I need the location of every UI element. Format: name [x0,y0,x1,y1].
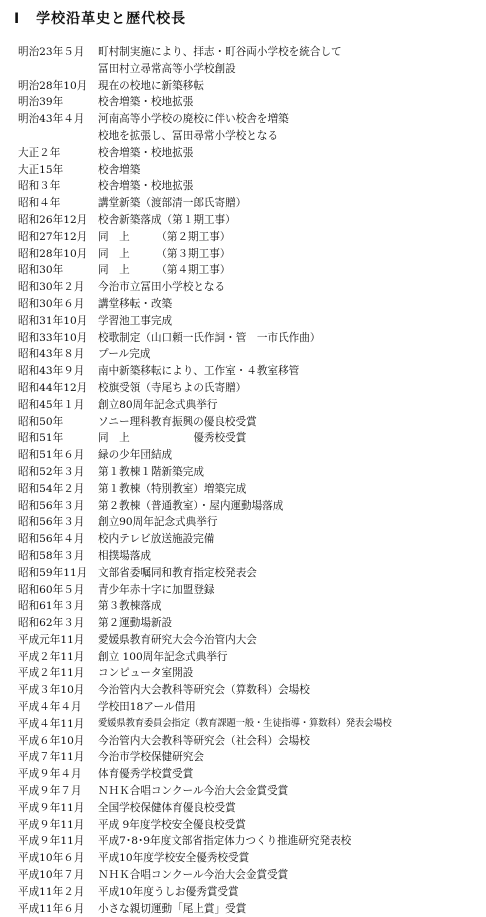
entry-event: 今治市立冨田小学校となる [98,281,226,294]
history-entry [18,262,480,279]
entry-event: 平成10年度学校安全優秀校受賞 [98,852,250,865]
entry-event: 創立 100周年記念式典挙行 [98,650,228,663]
entry-date: 大正２年 [18,146,61,159]
entry-date: 平成４年４月 [18,701,82,714]
entry-date: 平成９年４月 [18,768,82,781]
entry-date: 昭和62年３月 [18,617,85,630]
history-entry [18,531,480,548]
entry-date: 昭和50年 [18,415,64,428]
entry-event: 校地を拡張し、冨田尋常小学校となる [98,129,279,142]
entry-date: 昭和52年３月 [18,465,85,478]
history-entry [18,716,480,733]
history-entry [18,397,480,414]
history-entry [18,800,480,817]
entry-date: 昭和33年10月 [18,331,88,344]
history-entry [18,749,480,766]
entry-date: 昭和30年２月 [18,281,85,294]
entry-date: 昭和27年12月 [18,230,88,243]
entry-event: ＮＨＫ合唱コンクール今治大会金賞受賞 [98,785,289,798]
entry-date: 平成９年11月 [18,801,85,814]
history-entry [18,296,480,313]
entry-event: 創立90周年記念式典挙行 [98,516,218,529]
entry-date: 昭和56年４月 [18,533,85,546]
entry-date: 昭和58年３月 [18,549,85,562]
entry-event: 講堂新築（渡部清一郎氏寄贈） [98,197,247,210]
entry-event: 校舎増築 [98,163,141,176]
entry-date: 明治28年10月 [18,79,88,92]
entry-event: 平成 9年度学校安全優良校受賞 [98,818,246,831]
entry-date: 昭和３年 [18,180,61,193]
history-entry [18,162,480,179]
history-entry [18,649,480,666]
entry-event: 第３教棟落成 [98,600,162,613]
history-entry [18,44,480,61]
history-entry [18,615,480,632]
history-entry [18,498,480,515]
entry-date: 明治43年４月 [18,113,85,126]
history-entry [18,783,480,800]
history-entry [18,313,480,330]
entry-event: ＮＨＫ合唱コンクール今治大会金賞受賞 [98,869,289,882]
entry-date: 昭和54年２月 [18,482,85,495]
entry-date: 大正15年 [18,163,64,176]
entry-date [18,128,98,145]
entry-date: 平成６年10月 [18,734,85,747]
entry-event: 文部省委嘱同和教育指定校発表会 [98,566,257,579]
history-entry [18,111,480,128]
entry-event: 創立80周年記念式典挙行 [98,398,218,411]
entry-event: コンピュータ室開設 [98,667,194,680]
entry-date: 昭和59年11月 [18,566,88,579]
history-entry [18,699,480,716]
entry-date: 平成３年10月 [18,684,85,697]
history-entry [18,665,480,682]
history-entry [18,884,480,901]
entry-event: 校旗受領（寺尾ちよの氏寄贈） [98,381,247,394]
entry-date: 平成４年11月 [18,717,85,730]
history-entry [18,867,480,884]
history-entry [18,363,480,380]
entry-event: 町村制実施により、拝志・町谷両小学校を統合して [98,46,342,58]
history-entry [18,178,480,195]
entry-event: 同 上 優秀校受賞 [98,432,247,445]
entry-date: 平成元年11月 [18,633,85,646]
entry-date: 昭和30年 [18,264,64,277]
history-entry [18,582,480,599]
entry-date: 昭和51年 [18,432,64,445]
history-entry [18,246,480,263]
entry-event: 校内テレビ放送施設完備 [98,533,215,546]
entry-date: 昭和４年 [18,197,61,210]
entry-event: 同 上 （第２期工事） [98,230,231,243]
entry-date: 昭和43年８月 [18,348,85,361]
history-entry [18,78,480,95]
entry-date: 昭和56年３月 [18,499,85,512]
history-entry [18,195,480,212]
entry-event: 第１教棟（特別教室）増築完成 [98,482,247,495]
entry-date: 平成11年６月 [18,902,85,915]
history-entry [18,632,480,649]
entry-event: 体育優秀学校賞受賞 [98,768,194,781]
entry-event: 第２教棟（普通教室）・屋内運動場落成 [98,499,284,512]
entry-event: 今治管内大会教科等研究会（社会科）会場校 [98,734,310,747]
history-entry [18,414,480,431]
entry-date: 明治23年５月 [18,46,85,58]
history-entry [18,733,480,750]
entry-date: 昭和44年12月 [18,381,88,394]
entry-event: 青少年赤十字に加盟登録 [98,583,215,596]
entry-event: 同 上 （第３期工事） [98,247,231,260]
history-list [18,44,480,917]
entry-date: 平成７年11月 [18,751,85,764]
history-entry [18,447,480,464]
history-entry [18,766,480,783]
section-heading [14,8,186,28]
history-entry [18,565,480,582]
entry-event: 第２運動場新設 [98,617,173,630]
history-entry [18,817,480,834]
entry-date: 昭和26年12月 [18,213,88,226]
entry-date: 平成９年７月 [18,785,82,798]
entry-date: 昭和56年３月 [18,516,85,529]
entry-date: 昭和61年３月 [18,600,85,613]
history-entry [18,145,480,162]
section-number: I [14,11,21,27]
history-entry [18,481,480,498]
entry-date: 昭和28年10月 [18,247,88,260]
entry-event: 学校田18アール借用 [98,701,196,714]
entry-event: 平成10年度うしお優秀賞受賞 [98,885,239,898]
entry-date: 明治39年 [18,96,64,109]
entry-event: 学習池工事完成 [98,314,173,327]
entry-event: 平成7･8･9年度文部省指定体力つくり推進研究発表校 [98,835,352,848]
entry-event: 南中新築移転により、工作室・４教室移管 [98,365,300,378]
entry-date: 平成２年11月 [18,650,85,663]
history-entry [18,380,480,397]
entry-date: 平成10年７月 [18,869,85,882]
history-entry [18,682,480,699]
entry-event: 講堂移転・改築 [98,297,173,310]
history-entry [18,464,480,481]
history-entry [18,850,480,867]
entry-event: 緑の少年団結成 [98,449,173,462]
entry-event: 冨田村立尋常高等小学校創設 [98,62,236,75]
section-title: 学校沿革史と歴代校長 [36,11,187,27]
entry-event: 今治市学校保健研究会 [98,751,204,764]
entry-event: ソニー理科教育振興の優良校受賞 [98,415,257,428]
entry-event: 校舎増築・校地拡張 [98,96,194,109]
entry-event: 河南高等小学校の廃校に伴い校舎を増築 [98,113,289,126]
entry-date: 昭和31年10月 [18,314,88,327]
history-entry [18,833,480,850]
entry-event: 小さな親切運動「尾上賞」受賞 [98,902,247,915]
entry-event: 同 上 （第４期工事） [98,264,231,277]
entry-event: 相撲場落成 [98,549,151,562]
entry-date: 平成９年11月 [18,835,85,848]
entry-date: 昭和60年５月 [18,583,85,596]
entry-event: 校歌制定（山口頼一氏作詞・管 一市氏作曲） [98,331,321,344]
history-entry [18,212,480,229]
entry-event: 現在の校地に新築移転 [98,79,204,92]
entry-event: 今治管内大会教科等研究会（算数科）会場校 [98,684,310,697]
entry-date: 昭和30年６月 [18,297,85,310]
history-entry [18,61,480,78]
entry-date: 平成11年２月 [18,885,85,898]
history-entry [18,279,480,296]
history-entry [18,514,480,531]
history-entry [18,548,480,565]
entry-event: 校舎増築・校地拡張 [98,180,194,193]
entry-date: 昭和43年９月 [18,365,85,378]
entry-event: 校舎増築・校地拡張 [98,146,194,159]
entry-event: プール完成 [98,348,151,361]
entry-event: 校舎新築落成（第１期工事） [98,213,236,226]
history-entry [18,346,480,363]
entry-event: 第１教棟１階新築完成 [98,465,204,478]
entry-event: 全国学校保健体育優良校受賞 [98,801,236,814]
history-entry [18,128,480,145]
history-entry [18,901,480,917]
entry-date: 平成２年11月 [18,667,85,680]
history-entry [18,330,480,347]
entry-date: 平成10年６月 [18,852,85,865]
history-entry [18,94,480,111]
entry-event: 愛媛県教育委員会指定（教育課題一般・生徒指導・算数科）発表会場校 [98,717,392,729]
history-entry [18,229,480,246]
history-entry [18,430,480,447]
entry-date [18,61,98,78]
entry-event: 愛媛県教育研究大会今治管内大会 [98,633,257,646]
entry-date: 平成９年11月 [18,818,85,831]
entry-date: 昭和51年６月 [18,449,85,462]
entry-date: 昭和45年１月 [18,398,85,411]
history-entry [18,598,480,615]
